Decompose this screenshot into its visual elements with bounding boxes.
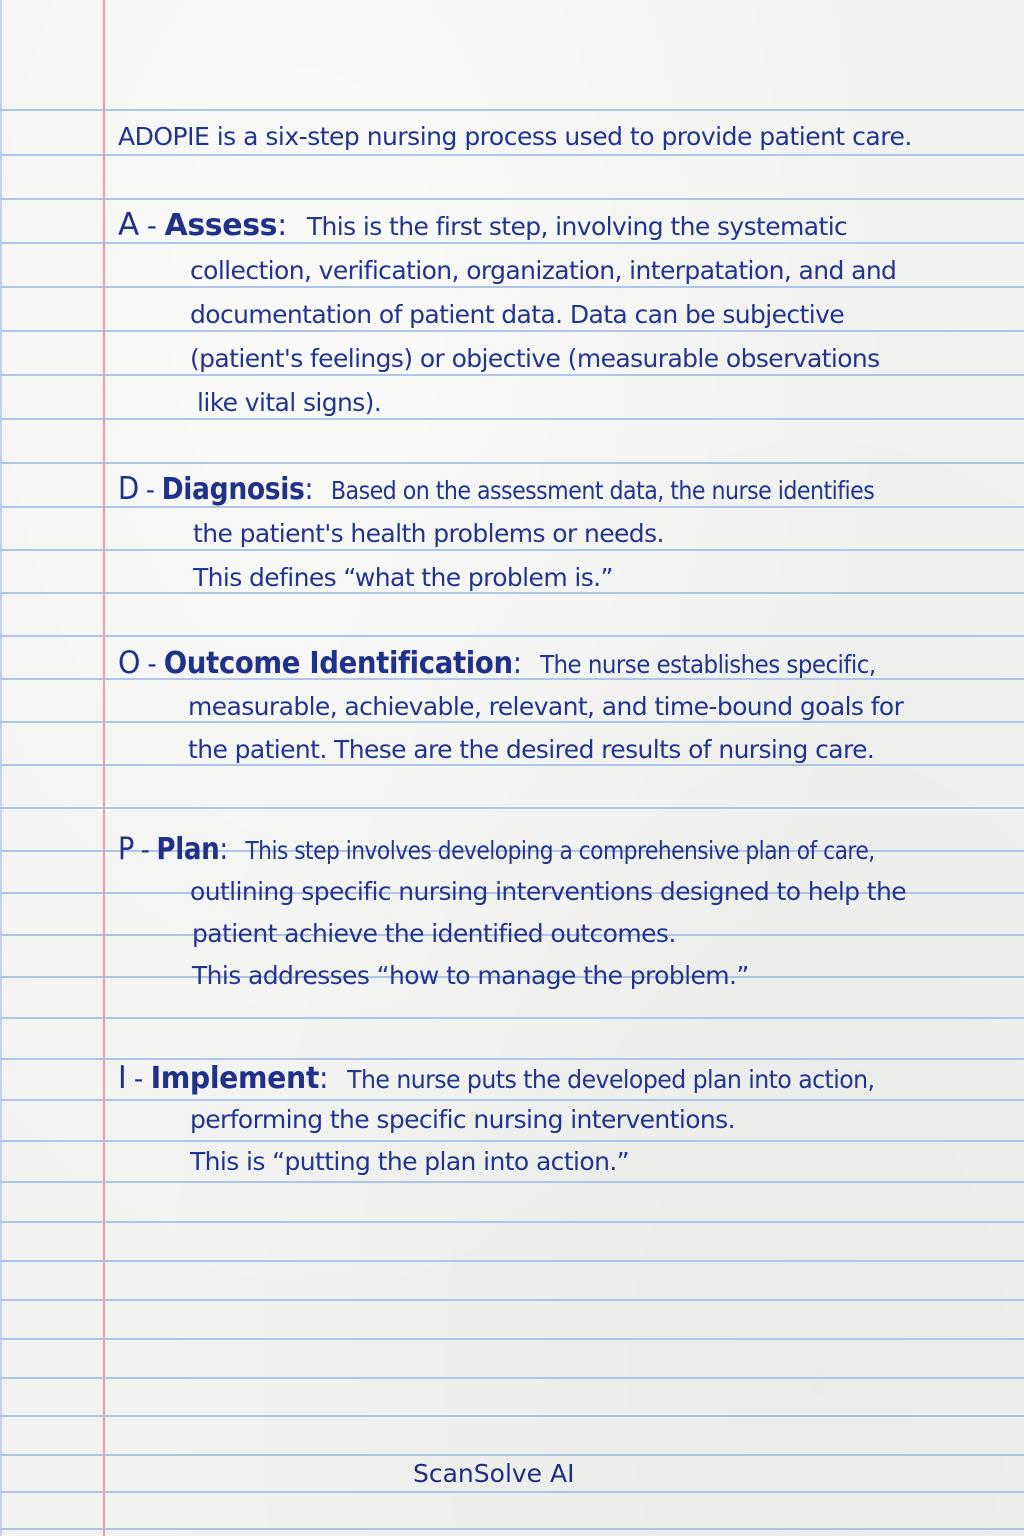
step-implement-line: performing the specific nursing interventions.	[190, 1105, 735, 1134]
step-colon: :	[219, 832, 228, 867]
step-heading	[118, 832, 245, 867]
step-assess-line: documentation of patient data. Data can be subjective	[190, 300, 845, 329]
step-letter: D	[118, 471, 139, 507]
step-dash: -	[146, 209, 157, 242]
step-assess-line: (patient's feelings) or objective (measurable observations	[190, 344, 880, 373]
step-dash: -	[145, 473, 155, 506]
ruled-line	[0, 549, 1024, 551]
step-implement-line: This is “putting the plan into action.”	[190, 1147, 630, 1176]
step-outcome-heading-line	[118, 645, 876, 681]
step-dash: -	[140, 833, 150, 866]
ruled-line	[0, 1221, 1024, 1223]
ruled-line	[0, 154, 1024, 156]
step-title: Assess	[164, 208, 278, 243]
step-first-line: This is the first step, involving the systematic	[306, 212, 848, 241]
step-first-line: The nurse puts the developed plan into action,	[347, 1065, 875, 1094]
watermark: ScanSolve AI	[413, 1459, 575, 1488]
step-first-line: The nurse establishes specific,	[540, 650, 876, 679]
left-edge-line	[0, 0, 2, 1536]
ruled-line	[0, 198, 1024, 200]
step-letter: I	[118, 1060, 127, 1096]
step-diagnosis-line: the patient's health problems or needs.	[193, 519, 664, 548]
step-heading	[118, 208, 307, 243]
step-heading	[118, 646, 540, 681]
step-title: Outcome Identification	[163, 646, 513, 681]
ruled-line	[0, 1377, 1024, 1379]
step-first-line: This step involves developing a comprehensive plan of care,	[245, 836, 875, 865]
step-title: Diagnosis	[161, 472, 305, 507]
ruled-line	[0, 635, 1024, 637]
ruled-line	[0, 462, 1024, 464]
step-diagnosis-line: This defines “what the problem is.”	[193, 563, 613, 592]
step-colon: :	[304, 472, 314, 507]
ruled-line	[0, 1299, 1024, 1301]
step-plan-heading-line	[118, 831, 875, 867]
step-letter: O	[118, 645, 141, 681]
step-assess-line: collection, verification, organization, interpatation, and and	[190, 256, 897, 285]
ruled-line	[0, 109, 1024, 111]
ruled-line	[0, 374, 1024, 376]
ruled-line	[0, 1260, 1024, 1262]
ruled-line	[0, 330, 1024, 332]
step-title: Implement	[150, 1061, 320, 1096]
ruled-line	[0, 1181, 1024, 1183]
step-outcome-line: measurable, achievable, relevant, and time-bound goals for	[188, 692, 904, 721]
step-diagnosis-heading-line	[118, 471, 875, 507]
step-assess-line: like vital signs).	[197, 388, 382, 417]
ruled-line	[0, 1017, 1024, 1019]
ruled-line	[0, 1454, 1024, 1456]
step-colon: :	[512, 646, 522, 681]
ruled-line	[0, 807, 1024, 809]
step-dash: -	[147, 647, 157, 680]
ruled-line	[0, 1058, 1024, 1060]
step-plan-line: patient achieve the identified outcomes.	[192, 919, 676, 948]
ruled-line	[0, 1140, 1024, 1142]
step-title: Plan	[156, 832, 220, 867]
step-colon: :	[319, 1061, 329, 1096]
step-heading	[118, 1061, 347, 1096]
step-plan-line: This addresses “how to manage the problem.”	[192, 961, 749, 990]
ruled-line	[0, 1338, 1024, 1340]
ruled-line	[0, 1491, 1024, 1493]
step-implement-heading-line	[118, 1060, 875, 1096]
step-outcome-line: the patient. These are the desired results of nursing care.	[188, 735, 875, 764]
step-dash: -	[133, 1062, 144, 1095]
ruled-line	[0, 1528, 1024, 1530]
step-letter: P	[118, 831, 134, 867]
ruled-line	[0, 418, 1024, 420]
ruled-line	[0, 1415, 1024, 1417]
step-plan-line: outlining specific nursing interventions designed to help the	[190, 877, 907, 906]
intro-text: ADOPIE is a six-step nursing process used to provide patient care.	[118, 122, 912, 151]
ruled-line	[0, 286, 1024, 288]
margin-line	[103, 0, 105, 1536]
step-assess-heading-line	[118, 207, 848, 243]
step-heading	[118, 472, 331, 507]
step-letter: A	[118, 207, 139, 243]
step-first-line: Based on the assessment data, the nurse identifies	[330, 476, 875, 505]
step-colon: :	[277, 208, 287, 243]
ruled-line	[0, 1099, 1024, 1101]
